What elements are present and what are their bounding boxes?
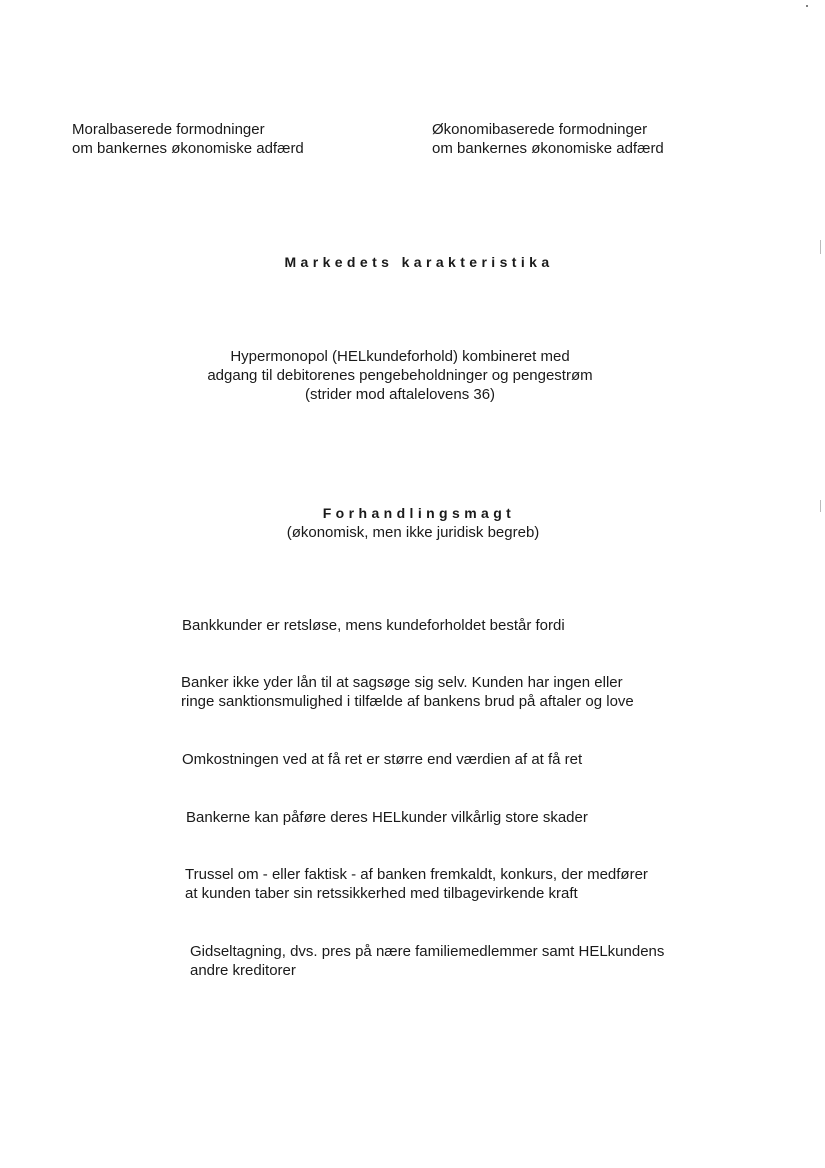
scan-edge-mark	[820, 240, 821, 254]
header-left: Moralbaserede formodninger om bankernes økonomiske adfærd	[72, 121, 304, 157]
point-item: Omkostningen ved at få ret er større end værdien af at få ret	[182, 751, 583, 768]
header-right: Økonomibaserede formodninger om bankernes økonomiske adfærd	[432, 121, 664, 157]
section-title-bargaining: Forhandlingsmagt	[322, 505, 516, 521]
bargaining-subtitle: (økonomisk, men ikke juridisk begreb)	[286, 524, 540, 541]
point-item: Trussel om - eller faktisk - af banken fremkaldt, konkurs, der medfører at kunden taber sin retssikkerhed med tilbagevirkende kraft	[185, 866, 648, 902]
point-item: Banker ikke yder lån til at sagsøge sig selv. Kunden har ingen eller ringe sanktionsmulighed i tilfælde af bankens brud på aftaler og love	[181, 674, 634, 710]
market-description: Hypermonopol (HELkundeforhold) kombineret med adgang til debitorenes pengebeholdninger og pengestrøm (strider mod aftalelovens 36)	[207, 348, 593, 403]
section-title-market: Markedets karakteristika	[284, 254, 554, 270]
point-item: Gidseltagning, dvs. pres på nære familiemedlemmer samt HELkundens andre kreditorer	[190, 943, 665, 979]
point-item: Bankkunder er retsløse, mens kundeforholdet består fordi	[182, 617, 565, 634]
scan-speck	[806, 5, 808, 7]
point-item: Bankerne kan påføre deres HELkunder vilkårlig store skader	[186, 809, 588, 826]
